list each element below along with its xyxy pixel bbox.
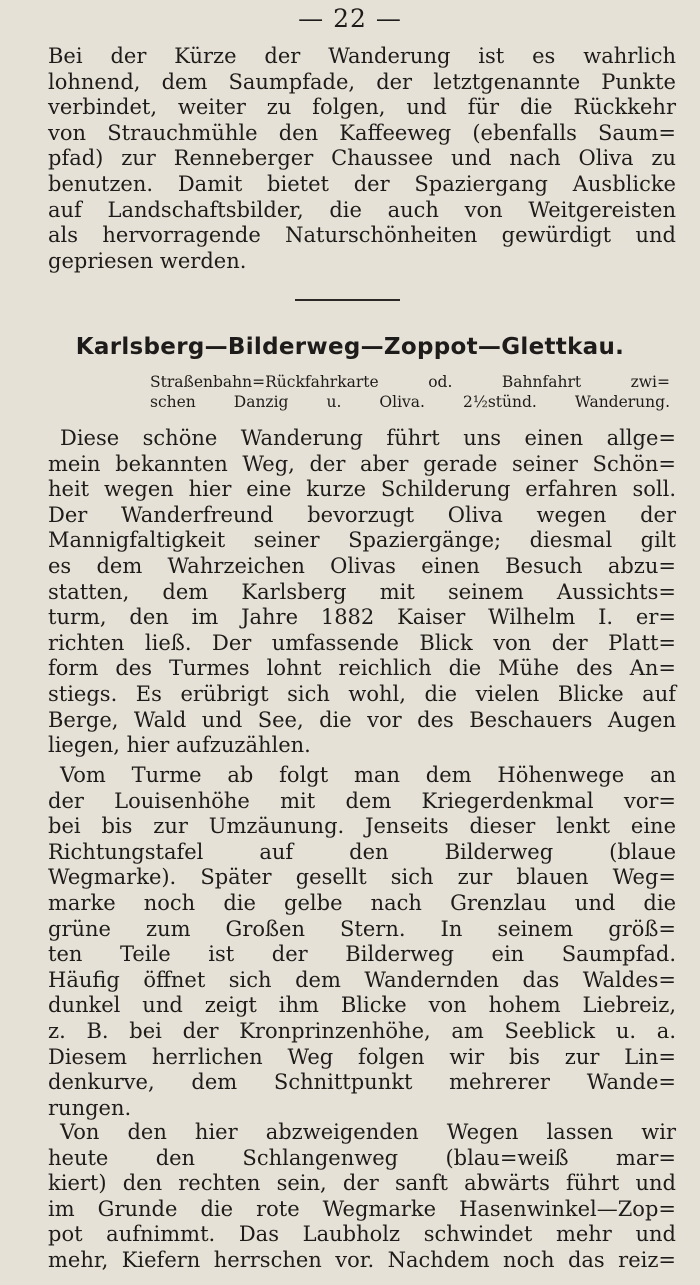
text-line: benutzen. Damit bietet der Spaziergang Ausblicke [48, 171, 676, 196]
text-line: marke noch die gelbe nach Grenzlau und die [48, 890, 676, 915]
text-line: mehr, Kiefern herrschen vor. Nachdem noch das reiz= [48, 1247, 676, 1272]
text-line: kiert) den rechten sein, der sanft abwärts führt und [48, 1171, 676, 1196]
text-line: Von den hier abzweigenden Wegen lassen wir [60, 1120, 676, 1144]
route-note [150, 372, 670, 412]
text-line: mein bekannten Weg, der aber gerade seiner Schön= [48, 451, 676, 476]
text-line: Diesem herrlichen Weg folgen wir bis zur Lin= [48, 1044, 676, 1069]
text-line: statten, dem Karlsberg mit seinem Aussichts= [48, 579, 676, 604]
text-line: heute den Schlangenweg (blau=weiß mar= [48, 1145, 676, 1170]
text-line: Bei der Kürze der Wanderung ist es wahrlich [48, 44, 676, 68]
text-line: rungen. [48, 1095, 132, 1120]
text-line: verbindet, weiter zu folgen, und für die Rückkehr [48, 95, 676, 120]
text-line: von Strauchmühle den Kaffeeweg (ebenfalls Saum= [48, 120, 676, 145]
text-line: dunkel und zeigt ihm Blicke von hohem Liebreiz, [48, 993, 676, 1018]
text-line: lohnend, dem Saumpfade, der letztgenannte Punkte [48, 69, 676, 94]
text-line: Diese schöne Wanderung führt uns einen allge= [60, 426, 676, 450]
body-paragraph-bilderweg [48, 763, 676, 1121]
text-line: der Louisenhöhe mit dem Kriegerdenkmal vor= [48, 788, 676, 813]
route-note-line: schen Danzig u. Oliva. 2½stünd. Wanderung. [150, 393, 670, 411]
text-line: Richtungstafel auf den Bilderweg (blaue [48, 839, 676, 864]
text-line: z. B. bei der Kronprinzenhöhe, am Seeblick u. a. [48, 1018, 676, 1043]
text-line: Vom Turme ab folgt man dem Höhenwege an [60, 763, 676, 787]
text-line: liegen, hier aufzuzählen. [48, 733, 311, 758]
section-heading: Karlsberg—Bilderweg—Zoppot—Glettkau. [75, 334, 625, 360]
text-line: Häufig öffnet sich dem Wandernden das Waldes= [48, 967, 676, 992]
body-paragraph-schlangenweg [48, 1120, 676, 1274]
text-line: Wegmarke). Später gesellt sich zur blauen Weg= [48, 865, 676, 890]
page-number: — 22 — [298, 4, 402, 33]
text-line: Mannigfaltigkeit seiner Spaziergänge; diesmal gilt [48, 528, 676, 553]
body-paragraph-karlsberg [48, 426, 676, 759]
text-line: heit wegen hier eine kurze Schilderung erfahren soll. [48, 477, 676, 502]
text-line: auf Landschaftsbilder, die auch von Weitgereisten [48, 197, 676, 222]
text-line: denkurve, dem Schnittpunkt mehrerer Wande= [48, 1070, 676, 1095]
text-line: ten Teile ist der Bilderweg ein Saumpfad. [48, 942, 676, 967]
text-line: gepriesen werden. [48, 248, 247, 273]
text-line: Der Wanderfreund bevorzugt Oliva wegen der [48, 502, 676, 527]
text-line: richten ließ. Der umfassende Blick von der Platt= [48, 630, 676, 655]
text-line: pot aufnimmt. Das Laubholz schwindet mehr und [48, 1222, 676, 1247]
text-line: bei bis zur Umzäunung. Jenseits dieser lenkt eine [48, 814, 676, 839]
text-line: grüne zum Großen Stern. In seinem größ= [48, 916, 676, 941]
section-divider [295, 299, 400, 301]
intro-paragraph [48, 44, 676, 274]
text-line: als hervorragende Naturschönheiten gewürdigt und [48, 223, 676, 248]
text-line: Berge, Wald und See, die vor des Beschauers Augen [48, 707, 676, 732]
text-line: stiegs. Es erübrigt sich wohl, die vielen Blicke auf [48, 681, 676, 706]
route-note-line: Straßenbahn=Rückfahrkarte od. Bahnfahrt zwi= [150, 373, 670, 391]
text-line: im Grunde die rote Wegmarke Hasenwinkel—Zop= [48, 1196, 676, 1221]
text-line: es dem Wahrzeichen Olivas einen Besuch abzu= [48, 553, 676, 578]
text-line: pfad) zur Renneberger Chaussee und nach Oliva zu [48, 146, 676, 171]
text-line: form des Turmes lohnt reichlich die Mühe des An= [48, 656, 676, 681]
text-line: turm, den im Jahre 1882 Kaiser Wilhelm I. er= [48, 605, 676, 630]
